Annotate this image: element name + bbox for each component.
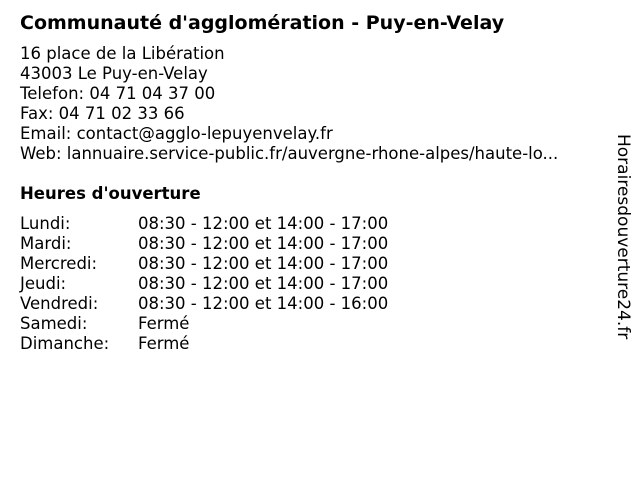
address-line-1: 16 place de la Libération [20, 44, 225, 63]
email-text: Email: contact@agglo-lepuyenvelay.fr [20, 124, 333, 143]
time-value: 08:30 - 12:00 et 14:00 - 17:00 [138, 234, 389, 253]
time-value: Fermé [138, 334, 190, 353]
day-label: Samedi: [20, 314, 88, 333]
hours-title: Heures d'ouverture [20, 184, 201, 203]
site-brand-vertical: Horairesdouverture24.fr [613, 134, 633, 340]
day-label: Jeudi: [20, 274, 67, 293]
day-label: Lundi: [20, 214, 71, 233]
time-value: 08:30 - 12:00 et 14:00 - 16:00 [138, 294, 389, 313]
time-value: 08:30 - 12:00 et 14:00 - 17:00 [138, 254, 389, 273]
phone-text: Telefon: 04 71 04 37 00 [20, 84, 216, 103]
day-label: Dimanche: [20, 334, 110, 353]
day-label: Vendredi: [20, 294, 99, 313]
address-line-2: 43003 Le Puy-en-Velay [20, 64, 208, 83]
day-label: Mardi: [20, 234, 72, 253]
page-title: Communauté d'agglomération - Puy-en-Velay [20, 12, 505, 34]
time-value: 08:30 - 12:00 et 14:00 - 17:00 [138, 274, 389, 293]
time-value: 08:30 - 12:00 et 14:00 - 17:00 [138, 214, 389, 233]
contact-block [20, 44, 558, 164]
time-value: Fermé [138, 314, 190, 333]
day-label: Mercredi: [20, 254, 98, 273]
web-text: Web: lannuaire.service-public.fr/auvergne-rhone-alpes/haute-lo... [20, 144, 559, 163]
fax-text: Fax: 04 71 02 33 66 [20, 104, 185, 123]
